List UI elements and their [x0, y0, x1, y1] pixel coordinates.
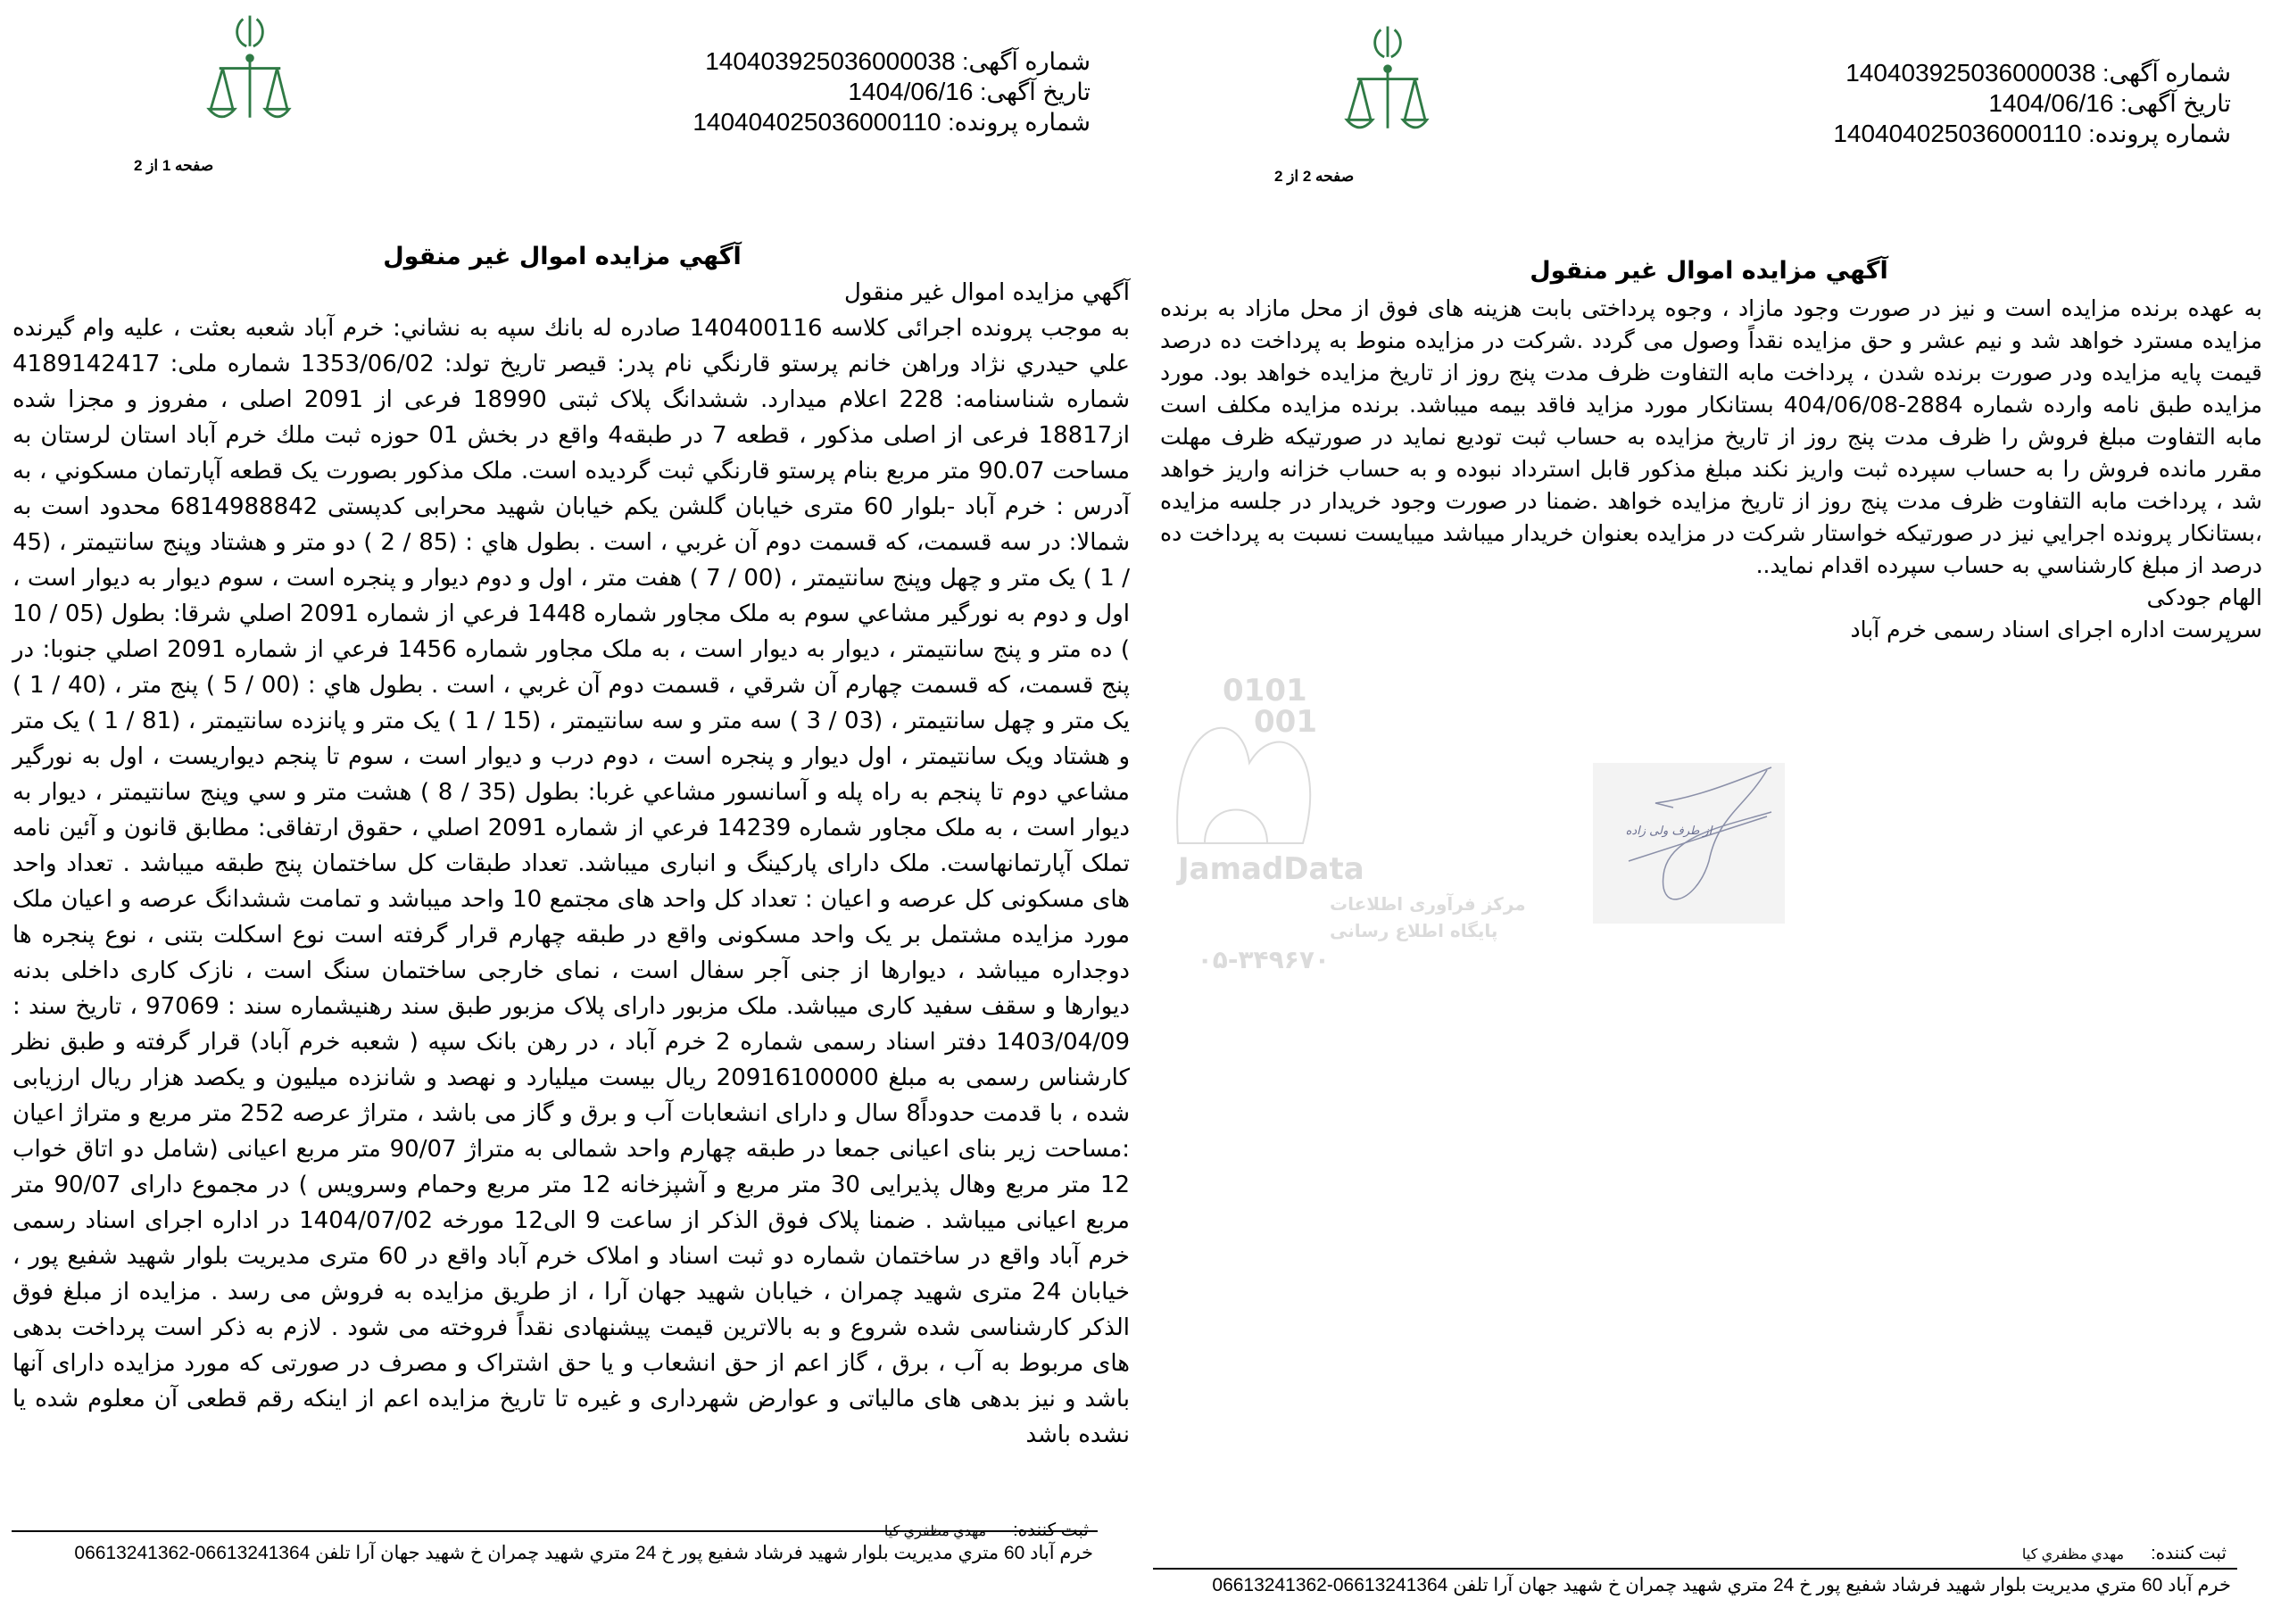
- header-meta: [1833, 58, 2231, 149]
- watermark-phone: ۰۵-۳۴۹۶۷۰: [1197, 945, 1330, 974]
- ad-date-label: تاریخ آگهی:: [979, 79, 1091, 105]
- signature-image: [1593, 763, 1785, 924]
- file-number: 140404025036000110: [693, 108, 941, 136]
- svg-text:001: 001: [1254, 704, 1317, 740]
- ad-date: 1404/06/16: [1988, 89, 2114, 117]
- header-meta: [693, 46, 1091, 137]
- ad-number: 140403925036000038: [1845, 59, 2096, 87]
- registrar-name: مهدي مظفري كيا: [883, 1524, 987, 1539]
- watermark-line2: پایگاه اطلاع رسانی: [1330, 920, 1498, 941]
- footer-divider: [1153, 1568, 2237, 1570]
- signature-text: از طرف ولی زاده: [1625, 824, 1713, 838]
- ad-date-label: تاریخ آگهی:: [2119, 90, 2231, 117]
- registrar: [2022, 1542, 2227, 1564]
- footer-divider: [12, 1530, 1098, 1532]
- watermark-logo-icon: [1169, 665, 1526, 977]
- registrar-label: ثبت کننده:: [2151, 1544, 2227, 1563]
- page-title: آگهي مزايده اموال غير منقول: [1530, 257, 1888, 285]
- ad-number-label: شماره آگهی:: [962, 48, 1091, 75]
- registrar-name: مهدي مظفري كيا: [2021, 1547, 2125, 1562]
- signature-icon: [1593, 763, 1785, 924]
- ad-date: 1404/06/16: [848, 78, 974, 105]
- footer-address: خرم آباد 60 متري مديريت بلوار شهيد فرشاد شفيع پور خ 24 متري شهيد چمران خ شهيد جهان آرا تلفن 06613241364-06613241362: [74, 1543, 1093, 1563]
- notice-text: به موجب پرونده اجرائی كلاسه 140400116 صادره له بانك سپه به نشاني: خرم آباد شعبه بعثت ، علیه وام گيرنده علي حيدري نژاد وراهن خانم پرستو قارنگي نام پدر: قيصر تاريخ تولد: 1353/06/02 شماره ملی: 4189142417 شماره شناسنامه: 228 اعلام ميدارد. ششدانگ پلاک ثبتی 18990 فرعی از 2091 اصلی ، مفروز و مجزا شده از18817 فرعی از اصلی مذکور ، قطعه 7 در طبقه4 واقع در بخش 01 حوزه ثبت ملك خرم آباد استان لرستان به مساحت 90.07 متر مربع بنام پرستو قارنگي ثبت گرديده است. ملک مذكور بصورت يک قطعه آپارتمان مسكوني ، به آدرس : خرم آباد -بلوار 60 متری خيابان گلشن يكم خيابان شهيد محرابی كدپستی 6814988842 محدود است به شمالا: در سه قسمت، كه قسمت دوم آن غربي ، است . بطول هاي : (85 / 2 ) دو متر و هشتاد وپنج سانتيمتر ، (45 / 1 ) يک متر و چهل وپنج سانتيمتر ، (00 / 7 ) هفت متر ، اول و دوم ديوار و پنجره است ، سوم ديوار به ديوار است ، اول و دوم به نورگير مشاعي سوم به ملک مجاور شماره 1448 فرعي از شماره 2091 اصلي شرقا: بطول (05 / 10 ) ده متر و پنج سانتيمتر ، ديوار به ديوار است ، به ملک مجاور شماره 1456 فرعي از شماره 2091 اصلي جنوبا: در پنج قسمت، كه قسمت چهارم آن شرقي ، قسمت دوم آن غربي ، است . بطول هاي : (00 / 5 ) پنج متر ، (40 / 1 ) يک متر و چهل سانتيمتر ، (03 / 3 ) سه متر و سه سانتيمتر ، (15 / 1 ) يک متر و پانزده سانتيمتر ، (81 / 1 ) يک متر و هشتاد ويک سانتيمتر ، اول ديوار و پنجره است ، دوم درب و ديوار است ، سوم تا پنجم ديواريست ، اول به نورگير مشاعي دوم تا پنجم به راه پله و آسانسور مشاعي غربا: بطول (35 / 8 ) هشت متر و سي وپنج سانتيمتر ، ديوار به ديوار است ، به ملک مجاور شماره 14239 فرعي از شماره 2091 اصلي ، حقوق ارتفاقی: مطابق قانون و آئين نامه تملک آپارتمانهاست. ملک دارای پارکينگ و انباری میباشد. تعداد طبقات كل ساختمان پنج طبقه ميباشد . تعداد واحد های مسكونی كل عرصه و اعيان : تعداد كل واحد های مجتمع 10 واحد میباشد و تمامت ششدانگ عرصه و اعيان ملک مورد مزايده مشتمل بر يک واحد مسکونی واقع در طبقه چهارم قرار گرفته است نوع اسکلت بتنی ، نوع پنجره ها دوجداره میباشد ، ديوارها از جنی آجر سفال است ، نمای خارجی ساختمان سنگ است ، نازک کاری داخلی بدنه ديوارها و سقف سفيد کاری میباشد. ملک مزبور دارای پلاک مزبور طبق سند رهنيشماره سند : 97069 ، تاريخ سند : 1403/04/09 دفتر اسناد رسمی شماره 2 خرم آباد ، در رهن بانک سپه ( شعبه خرم آباد) قرار گرفته و طبق نظر کارشناس رسمی به مبلغ 20916100000 ريال بيست ميليارد و نهصد و شانزده ميليون و يکصد هزار ريال ارزيابی شده ، با قدمت حدوداً8 سال و دارای انشعابات آب و برق و گاز می باشد ، متراژ عرصه 252 متر مربع و متراژ اعيان :مساحت زير بنای اعيانی جمعا در طبقه چهارم واحد شمالی به متراژ 90/07 متر مربع اعيانی (شامل دو اتاق خواب 12 متر مربع وهال پذيرايی 30 متر مربع و آشپزخانه 12 متر مربع وحمام وسرويس ) در مجموع دارای 90/07 متر مربع اعيانی میباشد . ضمنا پلاک فوق الذکر از ساعت 9 الی12 مورخه 1404/07/02 در اداره اجرای اسناد رسمی خرم آباد واقع در ساختمان شماره دو ثبت اسناد و املاک خرم آباد واقع در 60 متری مديريت بلوار شهيد شفيع پور ، خيابان 24 متری شهيد چمران ، خيابان شهيد جهان آرا ، از طريق مزايده به فروش می رسد . مزايده از مبلغ فوق الذکر کارشناسی شده شروع و به بالاترين قيمت پيشنهادی نقداً فروخته می شود . لازم به ذکر است پرداخت بدهی های مربوط به آب ، برق ، گاز اعم از حق انشعاب و يا حق اشتراک و مصرف در صورتی که مورد مزايده دارای آنها باشد و نيز بدهی های مالياتی و عوارض شهرداری و غيره تا تاريخ مزايده اعم از اينکه رقم قطعی آن معلوم شده يا نشده باشد: [12, 315, 1131, 1448]
- notice-body: [12, 275, 1130, 1453]
- page-title: آگهي مزايده اموال غير منقول: [383, 243, 742, 270]
- page-1: [0, 0, 1142, 1624]
- svg-text:0101: 0101: [1223, 673, 1307, 708]
- ad-number-label: شماره آگهی:: [2102, 60, 2231, 87]
- signatory-name: الهام جودکی: [2146, 584, 2262, 610]
- ad-number: 140403925036000038: [705, 47, 956, 75]
- page-number: صفحه 2 از 2: [1274, 168, 1355, 185]
- notice-body: [1160, 293, 2262, 646]
- file-number-label: شماره پرونده:: [2088, 120, 2231, 147]
- notice-subtitle: آگهي مزايده اموال غير منقول: [843, 279, 1130, 306]
- file-number-label: شماره پرونده:: [948, 109, 1091, 136]
- watermark-line1: مرکز فرآوری اطلاعات: [1330, 893, 1526, 915]
- file-number: 140404025036000110: [1833, 120, 2082, 147]
- watermark-brand: JamadData: [1178, 851, 1364, 887]
- signatory-title: سرپرست اداره اجرای اسناد رسمی خرم آباد: [1850, 617, 2262, 642]
- footer-address: خرم آباد 60 متري مديريت بلوار شهيد فرشاد شفيع پور خ 24 متري شهيد چمران خ شهيد جهان آرا تلفن 06613241364-06613241362: [1212, 1575, 2231, 1595]
- page-number: صفحه 1 از 2: [134, 157, 214, 174]
- registrar-label: ثبت کننده:: [1013, 1520, 1089, 1540]
- notice-text: به عهده برنده مزايده است و نيز در صورت وجود مازاد ، وجوه پرداختی بابت هزينه های فوق از محل مازاد به برنده مزايده مسترد خواهد شد و نيم عشر و حق مزايده نقداً وصول می گردد .شرکت در مزايده منوط به پرداخت ده درصد قيمت پايه مزايده ودر صورت برنده شدن ، پرداخت مابه التفاوت ظرف مدت پنج روز از تاريخ مزايده خواهد بود. مورد مزايده طبق نامه وارده شماره 2884-404/06/08 بستانکار مورد مزايد فاقد بيمه ميباشد. برنده مزايده مکلف است مابه التفاوت مبلغ فروش را ظرف مدت پنج روز از تاريخ مزايده به حساب ثبت توديع نمايد در صورتيکه ظرف مهلت مقرر مانده فروش را به حساب سپرده ثبت واريز نکند مبلغ مذکور قابل استرداد نبوده و به حساب خزانه واريز خواهد شد ، پرداخت مابه التفاوت ظرف مدت پنج روز از تاريخ مزايده خواهد .ضمنا در صورت وجود خريدار در جلسه مزايده ،بستانكار پرونده اجرايي نيز در صورتيكه خواستار شركت در مزايده بعنوان خريدار ميباشد ميبايست نسبت به پرداخت ده درصد از مبلغ كارشناسي به حساب سپرده اقدام نمايد..: [1160, 295, 2263, 578]
- page-2: [1142, 0, 2289, 1624]
